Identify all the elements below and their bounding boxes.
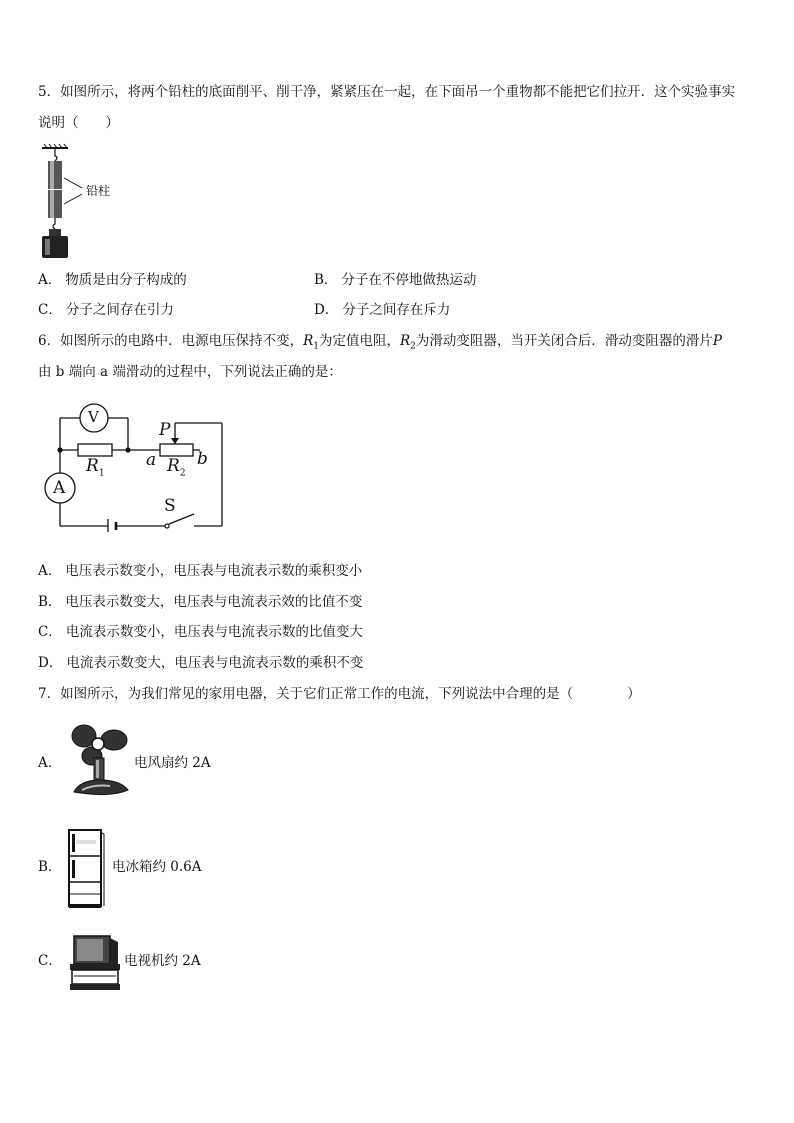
circuit-diagram xyxy=(38,396,228,532)
option-text: 分子之间存在斥力 xyxy=(342,302,451,318)
q7-option-a-text: 电风扇约 2A xyxy=(134,755,211,771)
option-label: C． xyxy=(38,302,62,318)
q6-stem-part-b: 为定值电阻， xyxy=(319,333,400,349)
option-text: 分子之间存在引力 xyxy=(65,302,174,318)
option-text: 电流表示数变小，电压表与电流表示数的比值变大 xyxy=(65,624,363,640)
fridge-svg xyxy=(66,828,106,910)
q6-stem-part-c: 为滑动变阻器，当开关闭合后．滑动变阻器的滑片 xyxy=(415,333,713,349)
q7-option-c-text: 电视机约 2A xyxy=(124,953,201,969)
option-text: 电压表示数变小，电压表与电流表示数的乘积变小 xyxy=(65,563,363,579)
option-label: A． xyxy=(38,272,62,288)
switch-label: S xyxy=(164,496,176,516)
q6-r1-symbol: R xyxy=(303,333,314,349)
q7-option-c-label[interactable]: C． xyxy=(38,953,62,969)
refrigerator-icon xyxy=(66,828,106,910)
ammeter-label: A xyxy=(53,478,66,498)
q7-option-a-label[interactable]: A． xyxy=(38,755,62,771)
q6-option-d[interactable] xyxy=(38,653,363,673)
option-text: 电流表示数变大，电压表与电流表示数的乘积不变 xyxy=(66,655,364,671)
q6-p-symbol: P xyxy=(712,333,722,349)
q5-option-c[interactable] xyxy=(38,300,174,320)
q6-stem-line1 xyxy=(38,331,722,357)
q5-option-d[interactable] xyxy=(314,300,450,320)
option-label: D． xyxy=(314,302,339,318)
q6-stem-part-a: 6．如图所示的电路中．电源电压保持不变， xyxy=(38,333,304,349)
television-icon xyxy=(68,934,124,992)
q6-r2-subscript: 2 xyxy=(410,341,416,352)
q6-option-a[interactable] xyxy=(38,561,362,581)
option-text: 分子在不停地做热运动 xyxy=(341,272,477,288)
q5-stem-line1: 5．如图所示，将两个铅柱的底面削平、削干净，紧紧压在一起，在下面吊一个重物都不能把它们拉开．这个实验事实 xyxy=(38,84,736,100)
q6-option-c[interactable] xyxy=(38,622,363,642)
q6-stem-line2: 由 b 端向 a 端滑动的过程中，下列说法正确的是： xyxy=(38,364,342,380)
option-label: D． xyxy=(38,655,63,671)
lead-cylinder-diagram xyxy=(38,142,128,260)
tv-svg xyxy=(68,934,124,992)
r1-sub: 1 xyxy=(98,468,105,479)
q6-r1-subscript: 1 xyxy=(313,341,319,352)
q6-r2-symbol: R xyxy=(400,333,411,349)
r1-label xyxy=(86,456,105,478)
option-label: B． xyxy=(38,594,62,610)
end-a-label: a xyxy=(146,450,157,470)
q7-option-b-label[interactable]: B． xyxy=(38,859,62,875)
option-label: C． xyxy=(38,624,62,640)
q7-stem: 7．如图所示，为我们常见的家用电器，关于它们正常工作的电流，下列说法中合理的是（ ） xyxy=(38,686,641,702)
r1-letter: R xyxy=(86,456,99,476)
option-text: 物质是由分子构成的 xyxy=(65,272,187,288)
electric-fan-icon xyxy=(70,722,132,798)
slider-p-label: P xyxy=(159,420,171,440)
option-text: 电压表示数变大，电压表与电流表示效的比值不变 xyxy=(65,594,363,610)
lead-cylinder-figure xyxy=(38,142,128,260)
end-b-label: b xyxy=(197,449,208,469)
q5-stem-line2: 说明（ ） xyxy=(38,115,119,131)
option-label: B． xyxy=(314,272,338,288)
fan-svg xyxy=(70,722,132,798)
r2-label xyxy=(167,456,186,478)
option-label: A． xyxy=(38,563,62,579)
q5-option-a[interactable] xyxy=(38,270,187,290)
q7-option-b-text: 电冰箱约 0.6A xyxy=(112,859,202,875)
q6-option-b[interactable] xyxy=(38,592,362,612)
r2-sub: 2 xyxy=(179,468,186,479)
voltmeter-label: V xyxy=(88,408,99,426)
r2-letter: R xyxy=(167,456,180,476)
lead-cylinder-label: 铅柱 xyxy=(86,184,111,198)
q5-option-b[interactable] xyxy=(314,270,476,290)
